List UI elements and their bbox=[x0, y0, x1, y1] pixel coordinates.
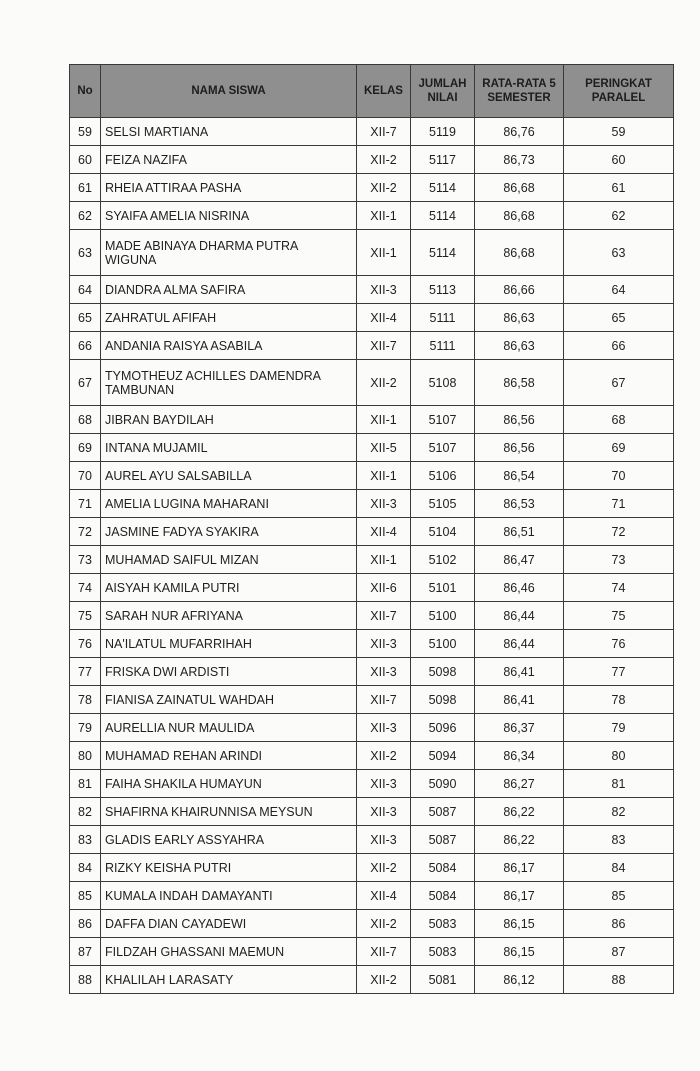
cell-no: 76 bbox=[70, 630, 101, 658]
cell-nama-siswa: GLADIS EARLY ASSYAHRA bbox=[101, 826, 357, 854]
cell-kelas: XII-3 bbox=[357, 770, 411, 798]
cell-no: 66 bbox=[70, 332, 101, 360]
cell-rata-rata: 86,68 bbox=[475, 174, 564, 202]
cell-no: 86 bbox=[70, 910, 101, 938]
cell-jumlah-nilai: 5114 bbox=[411, 202, 475, 230]
table-row bbox=[70, 462, 674, 490]
cell-peringkat: 66 bbox=[564, 332, 674, 360]
cell-kelas: XII-3 bbox=[357, 630, 411, 658]
cell-nama-siswa: AUREL AYU SALSABILLA bbox=[101, 462, 357, 490]
cell-peringkat: 62 bbox=[564, 202, 674, 230]
cell-nama-siswa: FRISKA DWI ARDISTI bbox=[101, 658, 357, 686]
cell-kelas: XII-7 bbox=[357, 118, 411, 146]
cell-jumlah-nilai: 5087 bbox=[411, 798, 475, 826]
cell-peringkat: 75 bbox=[564, 602, 674, 630]
cell-no: 80 bbox=[70, 742, 101, 770]
cell-kelas: XII-5 bbox=[357, 434, 411, 462]
cell-jumlah-nilai: 5100 bbox=[411, 630, 475, 658]
cell-rata-rata: 86,17 bbox=[475, 854, 564, 882]
cell-kelas: XII-4 bbox=[357, 304, 411, 332]
cell-jumlah-nilai: 5084 bbox=[411, 882, 475, 910]
cell-peringkat: 77 bbox=[564, 658, 674, 686]
table-row bbox=[70, 770, 674, 798]
table-row bbox=[70, 490, 674, 518]
cell-rata-rata: 86,68 bbox=[475, 202, 564, 230]
cell-no: 63 bbox=[70, 230, 101, 276]
cell-no: 81 bbox=[70, 770, 101, 798]
cell-jumlah-nilai: 5081 bbox=[411, 966, 475, 994]
table-row bbox=[70, 360, 674, 406]
cell-rata-rata: 86,15 bbox=[475, 910, 564, 938]
cell-rata-rata: 86,68 bbox=[475, 230, 564, 276]
table-row bbox=[70, 798, 674, 826]
cell-jumlah-nilai: 5104 bbox=[411, 518, 475, 546]
cell-no: 72 bbox=[70, 518, 101, 546]
cell-peringkat: 69 bbox=[564, 434, 674, 462]
cell-kelas: XII-2 bbox=[357, 174, 411, 202]
cell-no: 84 bbox=[70, 854, 101, 882]
cell-rata-rata: 86,37 bbox=[475, 714, 564, 742]
cell-peringkat: 71 bbox=[564, 490, 674, 518]
ranking-table bbox=[69, 64, 674, 994]
cell-kelas: XII-3 bbox=[357, 714, 411, 742]
cell-kelas: XII-7 bbox=[357, 332, 411, 360]
cell-nama-siswa: FILDZAH GHASSANI MAEMUN bbox=[101, 938, 357, 966]
cell-no: 83 bbox=[70, 826, 101, 854]
cell-peringkat: 76 bbox=[564, 630, 674, 658]
cell-no: 67 bbox=[70, 360, 101, 406]
table-row bbox=[70, 882, 674, 910]
cell-kelas: XII-1 bbox=[357, 546, 411, 574]
cell-kelas: XII-3 bbox=[357, 826, 411, 854]
cell-nama-siswa: NA'ILATUL MUFARRIHAH bbox=[101, 630, 357, 658]
cell-kelas: XII-1 bbox=[357, 202, 411, 230]
cell-peringkat: 64 bbox=[564, 276, 674, 304]
cell-rata-rata: 86,66 bbox=[475, 276, 564, 304]
cell-nama-siswa: MUHAMAD REHAN ARINDI bbox=[101, 742, 357, 770]
table-row bbox=[70, 230, 674, 276]
cell-jumlah-nilai: 5107 bbox=[411, 434, 475, 462]
cell-no: 82 bbox=[70, 798, 101, 826]
cell-no: 79 bbox=[70, 714, 101, 742]
header-no: No bbox=[70, 65, 101, 118]
cell-kelas: XII-2 bbox=[357, 742, 411, 770]
cell-jumlah-nilai: 5101 bbox=[411, 574, 475, 602]
cell-rata-rata: 86,17 bbox=[475, 882, 564, 910]
cell-rata-rata: 86,56 bbox=[475, 434, 564, 462]
table-row bbox=[70, 518, 674, 546]
cell-kelas: XII-2 bbox=[357, 146, 411, 174]
cell-nama-siswa: KUMALA INDAH DAMAYANTI bbox=[101, 882, 357, 910]
table-row bbox=[70, 714, 674, 742]
table-row bbox=[70, 826, 674, 854]
cell-rata-rata: 86,58 bbox=[475, 360, 564, 406]
cell-peringkat: 60 bbox=[564, 146, 674, 174]
table-row bbox=[70, 658, 674, 686]
cell-jumlah-nilai: 5100 bbox=[411, 602, 475, 630]
cell-peringkat: 87 bbox=[564, 938, 674, 966]
cell-jumlah-nilai: 5087 bbox=[411, 826, 475, 854]
cell-no: 69 bbox=[70, 434, 101, 462]
cell-rata-rata: 86,41 bbox=[475, 658, 564, 686]
cell-no: 87 bbox=[70, 938, 101, 966]
cell-peringkat: 88 bbox=[564, 966, 674, 994]
cell-rata-rata: 86,46 bbox=[475, 574, 564, 602]
cell-jumlah-nilai: 5111 bbox=[411, 304, 475, 332]
cell-nama-siswa: FEIZA NAZIFA bbox=[101, 146, 357, 174]
cell-kelas: XII-6 bbox=[357, 574, 411, 602]
cell-rata-rata: 86,63 bbox=[475, 332, 564, 360]
cell-peringkat: 74 bbox=[564, 574, 674, 602]
header-kelas: KELAS bbox=[357, 65, 411, 118]
cell-nama-siswa: MADE ABINAYA DHARMA PUTRA WIGUNA bbox=[101, 230, 357, 276]
cell-no: 65 bbox=[70, 304, 101, 332]
cell-peringkat: 84 bbox=[564, 854, 674, 882]
cell-no: 71 bbox=[70, 490, 101, 518]
cell-jumlah-nilai: 5111 bbox=[411, 332, 475, 360]
cell-jumlah-nilai: 5108 bbox=[411, 360, 475, 406]
cell-kelas: XII-1 bbox=[357, 462, 411, 490]
table-row bbox=[70, 938, 674, 966]
cell-peringkat: 83 bbox=[564, 826, 674, 854]
cell-no: 59 bbox=[70, 118, 101, 146]
cell-nama-siswa: RHEIA ATTIRAA PASHA bbox=[101, 174, 357, 202]
cell-rata-rata: 86,15 bbox=[475, 938, 564, 966]
cell-rata-rata: 86,22 bbox=[475, 798, 564, 826]
cell-nama-siswa: KHALILAH LARASATY bbox=[101, 966, 357, 994]
cell-peringkat: 63 bbox=[564, 230, 674, 276]
cell-kelas: XII-7 bbox=[357, 686, 411, 714]
cell-peringkat: 59 bbox=[564, 118, 674, 146]
cell-no: 64 bbox=[70, 276, 101, 304]
cell-nama-siswa: SARAH NUR AFRIYANA bbox=[101, 602, 357, 630]
cell-peringkat: 65 bbox=[564, 304, 674, 332]
cell-jumlah-nilai: 5119 bbox=[411, 118, 475, 146]
cell-nama-siswa: DAFFA DIAN CAYADEWI bbox=[101, 910, 357, 938]
cell-peringkat: 85 bbox=[564, 882, 674, 910]
cell-rata-rata: 86,12 bbox=[475, 966, 564, 994]
cell-peringkat: 80 bbox=[564, 742, 674, 770]
table-row bbox=[70, 854, 674, 882]
table-row bbox=[70, 146, 674, 174]
table-row bbox=[70, 434, 674, 462]
cell-kelas: XII-1 bbox=[357, 230, 411, 276]
cell-peringkat: 70 bbox=[564, 462, 674, 490]
cell-peringkat: 67 bbox=[564, 360, 674, 406]
cell-peringkat: 86 bbox=[564, 910, 674, 938]
cell-rata-rata: 86,44 bbox=[475, 630, 564, 658]
cell-no: 85 bbox=[70, 882, 101, 910]
table-row bbox=[70, 574, 674, 602]
cell-nama-siswa: ANDANIA RAISYA ASABILA bbox=[101, 332, 357, 360]
cell-nama-siswa: DIANDRA ALMA SAFIRA bbox=[101, 276, 357, 304]
cell-jumlah-nilai: 5083 bbox=[411, 938, 475, 966]
cell-kelas: XII-3 bbox=[357, 276, 411, 304]
cell-jumlah-nilai: 5090 bbox=[411, 770, 475, 798]
cell-peringkat: 78 bbox=[564, 686, 674, 714]
cell-no: 77 bbox=[70, 658, 101, 686]
cell-rata-rata: 86,53 bbox=[475, 490, 564, 518]
table-row bbox=[70, 910, 674, 938]
cell-kelas: XII-4 bbox=[357, 518, 411, 546]
table-row bbox=[70, 602, 674, 630]
cell-rata-rata: 86,47 bbox=[475, 546, 564, 574]
cell-jumlah-nilai: 5083 bbox=[411, 910, 475, 938]
cell-rata-rata: 86,76 bbox=[475, 118, 564, 146]
table-body bbox=[70, 118, 674, 994]
header-rata-rata: RATA-RATA 5 SEMESTER bbox=[475, 65, 564, 118]
table-row bbox=[70, 630, 674, 658]
cell-nama-siswa: RIZKY KEISHA PUTRI bbox=[101, 854, 357, 882]
cell-rata-rata: 86,27 bbox=[475, 770, 564, 798]
cell-nama-siswa: ZAHRATUL AFIFAH bbox=[101, 304, 357, 332]
header-nama-siswa: NAMA SISWA bbox=[101, 65, 357, 118]
table-row bbox=[70, 406, 674, 434]
cell-kelas: XII-7 bbox=[357, 602, 411, 630]
cell-rata-rata: 86,51 bbox=[475, 518, 564, 546]
cell-rata-rata: 86,34 bbox=[475, 742, 564, 770]
cell-kelas: XII-3 bbox=[357, 490, 411, 518]
cell-jumlah-nilai: 5098 bbox=[411, 658, 475, 686]
cell-peringkat: 61 bbox=[564, 174, 674, 202]
header-peringkat-paralel: PERINGKAT PARALEL bbox=[564, 65, 674, 118]
table-row bbox=[70, 276, 674, 304]
cell-no: 74 bbox=[70, 574, 101, 602]
cell-rata-rata: 86,44 bbox=[475, 602, 564, 630]
cell-jumlah-nilai: 5098 bbox=[411, 686, 475, 714]
cell-jumlah-nilai: 5117 bbox=[411, 146, 475, 174]
header-jumlah-nilai: JUMLAH NILAI bbox=[411, 65, 475, 118]
cell-no: 88 bbox=[70, 966, 101, 994]
cell-peringkat: 82 bbox=[564, 798, 674, 826]
cell-nama-siswa: MUHAMAD SAIFUL MIZAN bbox=[101, 546, 357, 574]
cell-jumlah-nilai: 5107 bbox=[411, 406, 475, 434]
table-row bbox=[70, 174, 674, 202]
table-row bbox=[70, 742, 674, 770]
cell-kelas: XII-4 bbox=[357, 882, 411, 910]
table-row bbox=[70, 118, 674, 146]
cell-jumlah-nilai: 5084 bbox=[411, 854, 475, 882]
cell-rata-rata: 86,41 bbox=[475, 686, 564, 714]
cell-nama-siswa: SHAFIRNA KHAIRUNNISA MEYSUN bbox=[101, 798, 357, 826]
cell-nama-siswa: AURELLIA NUR MAULIDA bbox=[101, 714, 357, 742]
table-row bbox=[70, 686, 674, 714]
cell-rata-rata: 86,63 bbox=[475, 304, 564, 332]
cell-kelas: XII-7 bbox=[357, 938, 411, 966]
cell-nama-siswa: JIBRAN BAYDILAH bbox=[101, 406, 357, 434]
cell-rata-rata: 86,22 bbox=[475, 826, 564, 854]
cell-no: 78 bbox=[70, 686, 101, 714]
cell-nama-siswa: TYMOTHEUZ ACHILLES DAMENDRA TAMBUNAN bbox=[101, 360, 357, 406]
cell-peringkat: 72 bbox=[564, 518, 674, 546]
cell-nama-siswa: SYAIFA AMELIA NISRINA bbox=[101, 202, 357, 230]
table-row bbox=[70, 966, 674, 994]
cell-nama-siswa: AISYAH KAMILA PUTRI bbox=[101, 574, 357, 602]
cell-jumlah-nilai: 5114 bbox=[411, 174, 475, 202]
cell-kelas: XII-3 bbox=[357, 658, 411, 686]
cell-nama-siswa: AMELIA LUGINA MAHARANI bbox=[101, 490, 357, 518]
cell-no: 73 bbox=[70, 546, 101, 574]
cell-no: 75 bbox=[70, 602, 101, 630]
cell-nama-siswa: FAIHA SHAKILA HUMAYUN bbox=[101, 770, 357, 798]
cell-kelas: XII-2 bbox=[357, 854, 411, 882]
cell-peringkat: 81 bbox=[564, 770, 674, 798]
cell-nama-siswa: INTANA MUJAMIL bbox=[101, 434, 357, 462]
cell-kelas: XII-1 bbox=[357, 406, 411, 434]
cell-jumlah-nilai: 5113 bbox=[411, 276, 475, 304]
cell-jumlah-nilai: 5096 bbox=[411, 714, 475, 742]
cell-nama-siswa: SELSI MARTIANA bbox=[101, 118, 357, 146]
cell-kelas: XII-2 bbox=[357, 910, 411, 938]
cell-rata-rata: 86,54 bbox=[475, 462, 564, 490]
table-row bbox=[70, 202, 674, 230]
table-row bbox=[70, 546, 674, 574]
cell-rata-rata: 86,73 bbox=[475, 146, 564, 174]
cell-kelas: XII-3 bbox=[357, 798, 411, 826]
cell-peringkat: 73 bbox=[564, 546, 674, 574]
table-header-row bbox=[70, 65, 674, 118]
cell-peringkat: 79 bbox=[564, 714, 674, 742]
table-row bbox=[70, 304, 674, 332]
cell-no: 61 bbox=[70, 174, 101, 202]
cell-jumlah-nilai: 5105 bbox=[411, 490, 475, 518]
cell-jumlah-nilai: 5106 bbox=[411, 462, 475, 490]
cell-no: 60 bbox=[70, 146, 101, 174]
cell-no: 70 bbox=[70, 462, 101, 490]
cell-kelas: XII-2 bbox=[357, 360, 411, 406]
cell-jumlah-nilai: 5102 bbox=[411, 546, 475, 574]
cell-nama-siswa: JASMINE FADYA SYAKIRA bbox=[101, 518, 357, 546]
cell-nama-siswa: FIANISA ZAINATUL WAHDAH bbox=[101, 686, 357, 714]
cell-jumlah-nilai: 5114 bbox=[411, 230, 475, 276]
cell-peringkat: 68 bbox=[564, 406, 674, 434]
cell-kelas: XII-2 bbox=[357, 966, 411, 994]
cell-no: 62 bbox=[70, 202, 101, 230]
table-row bbox=[70, 332, 674, 360]
cell-rata-rata: 86,56 bbox=[475, 406, 564, 434]
cell-jumlah-nilai: 5094 bbox=[411, 742, 475, 770]
cell-no: 68 bbox=[70, 406, 101, 434]
